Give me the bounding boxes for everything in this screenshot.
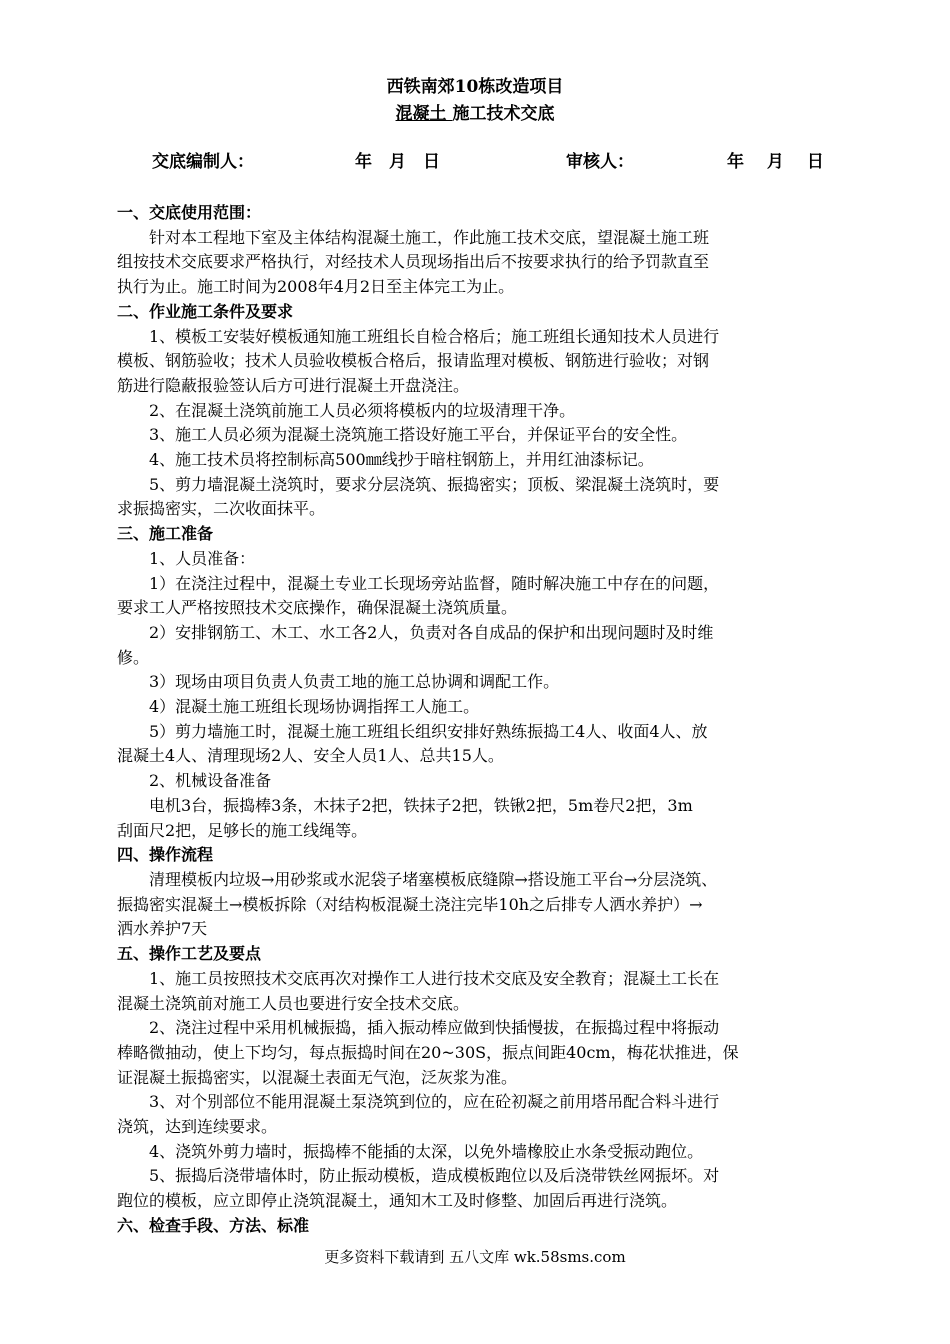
paragraph-line: 洒水养护7天 bbox=[117, 919, 208, 939]
paragraph-line: 执行为止。施工时间为2008年4月2日至主体完工为止。 bbox=[117, 277, 515, 297]
paragraph-line: 2、在混凝土浇筑前施工人员必须将模板内的垃圾清理干净。 bbox=[149, 400, 576, 420]
author-date: 年 月 日 bbox=[355, 152, 440, 172]
paragraph-line: 3、施工人员必须为混凝土浇筑施工搭设好施工平台，并保证平台的安全性。 bbox=[149, 425, 688, 445]
paragraph-line: 1）在浇注过程中，混凝土专业工长现场旁站监督，随时解决施工中存在的问题， bbox=[149, 573, 720, 593]
paragraph-line: 清理模板内垃圾→用砂浆或水泥袋子堵塞模板底缝隙→搭设施工平台→分层浇筑、 bbox=[149, 869, 718, 889]
reviewer-date: 年 月 日 bbox=[727, 152, 824, 172]
paragraph-line: 要求工人严格按照技术交底操作，确保混凝土浇筑质量。 bbox=[117, 598, 518, 618]
section-heading: 六、检查手段、方法、标准 bbox=[117, 1215, 310, 1235]
section-heading: 二、作业施工条件及要求 bbox=[117, 301, 294, 321]
paragraph-line: 棒略微抽动，使上下均匀，每点振捣时间在20~30S，振点间距40cm，梅花状推进，保 bbox=[117, 1042, 739, 1062]
paragraph-line: 1、人员准备： bbox=[149, 548, 256, 568]
paragraph-line: 1、施工员按照技术交底再次对操作工人进行技术交底及安全教育；混凝土工长在 bbox=[149, 968, 720, 988]
section-heading: 一、交底使用范围： bbox=[117, 203, 262, 222]
paragraph-line: 求振捣密实，二次收面抹平。 bbox=[117, 499, 326, 519]
paragraph-line: 筋进行隐蔽报验签认后方可进行混凝土开盘浇注。 bbox=[117, 375, 470, 395]
reviewer-label: 审核人： bbox=[566, 152, 634, 172]
paragraph-line: 1、模板工安装好模板通知施工班组长自检合格后；施工班组长通知技术人员进行 bbox=[149, 326, 720, 346]
document-title bbox=[0, 103, 950, 125]
paragraph-line: 5、振捣后浇带墙体时，防止振动模板，造成模板跑位以及后浇带铁丝网振坏。对 bbox=[149, 1166, 720, 1186]
document-body bbox=[117, 201, 835, 1239]
paragraph-line: 5）剪力墙施工时，混凝土施工班组长组织安排好熟练振捣工4人、收面4人、放 bbox=[149, 721, 708, 741]
paragraph-line: 针对本工程地下室及主体结构混凝土施工，作此施工技术交底，望混凝土施工班 bbox=[149, 227, 710, 247]
document-subject: 混凝土 bbox=[395, 104, 453, 124]
paragraph-line: 2、机械设备准备 bbox=[149, 771, 272, 791]
paragraph-line: 4、浇筑外剪力墙时，振捣棒不能插的太深，以免外墙橡胶止水条受振动跑位。 bbox=[149, 1141, 704, 1161]
paragraph-line: 证混凝土振捣密实，以混凝土表面无气泡，泛灰浆为准。 bbox=[117, 1067, 518, 1087]
author-label: 交底编制人： bbox=[152, 152, 254, 172]
paragraph-line: 组按技术交底要求严格执行，对经技术人员现场指出后不按要求执行的给予罚款直至 bbox=[117, 252, 710, 272]
section-heading: 四、操作流程 bbox=[117, 845, 214, 865]
paragraph-line: 混凝土4人、清理现场2人、安全人员1人、总共15人。 bbox=[117, 746, 504, 766]
paragraph-line: 3）现场由项目负责人负责工地的施工总协调和调配工作。 bbox=[149, 672, 560, 692]
paragraph-line: 振捣密实混凝土→模板拆除（对结构板混凝土浇注完毕10h之后排专人洒水养护）→ bbox=[117, 894, 703, 914]
paragraph-line: 4、施工技术员将控制标高500㎜线抄于暗柱钢筋上，并用红油漆标记。 bbox=[149, 450, 654, 470]
paragraph-line: 刮面尺2把，足够长的施工线绳等。 bbox=[117, 820, 368, 840]
paragraph-line: 跑位的模板，应立即停止浇筑混凝土，通知木工及时修整、加固后再进行浇筑。 bbox=[117, 1191, 678, 1211]
section-heading: 五、操作工艺及要点 bbox=[117, 944, 262, 964]
paragraph-line: 混凝土浇筑前对施工人员也要进行安全技术交底。 bbox=[117, 993, 470, 1013]
footer-note: 更多资料下载请到 五八文库 wk.58sms.com bbox=[324, 1248, 626, 1266]
paragraph-line: 浇筑，达到连续要求。 bbox=[117, 1117, 278, 1137]
section-heading: 三、施工准备 bbox=[117, 524, 214, 544]
paragraph-line: 2）安排钢筋工、木工、水工各2人，负责对各自成品的保护和出现问题时及时维 bbox=[149, 622, 714, 642]
paragraph-line: 3、对个别部位不能用混凝土泵浇筑到位的，应在砼初凝之前用塔吊配合料斗进行 bbox=[149, 1092, 720, 1112]
paragraph-line: 修。 bbox=[117, 647, 150, 667]
paragraph-line: 2、浇注过程中采用机械振捣，插入振动棒应做到快插慢拔，在振捣过程中将振动 bbox=[149, 1018, 720, 1038]
document-subject-rest: 施工技术交底 bbox=[452, 104, 555, 124]
paragraph-line: 5、剪力墙混凝土浇筑时，要求分层浇筑、振捣密实；顶板、梁混凝土浇筑时，要 bbox=[149, 474, 720, 494]
paragraph-line: 模板、钢筋验收；技术人员验收模板合格后，报请监理对模板、钢筋进行验收；对钢 bbox=[117, 351, 710, 371]
paragraph-line: 电机3台，振捣棒3条，木抹子2把，铁抹子2把，铁锹2把，5m卷尺2把，3m bbox=[149, 795, 693, 815]
project-title: 西铁南郊10栋改造项目 bbox=[386, 77, 564, 97]
paragraph-line: 4）混凝土施工班组长现场协调指挥工人施工。 bbox=[149, 697, 480, 717]
